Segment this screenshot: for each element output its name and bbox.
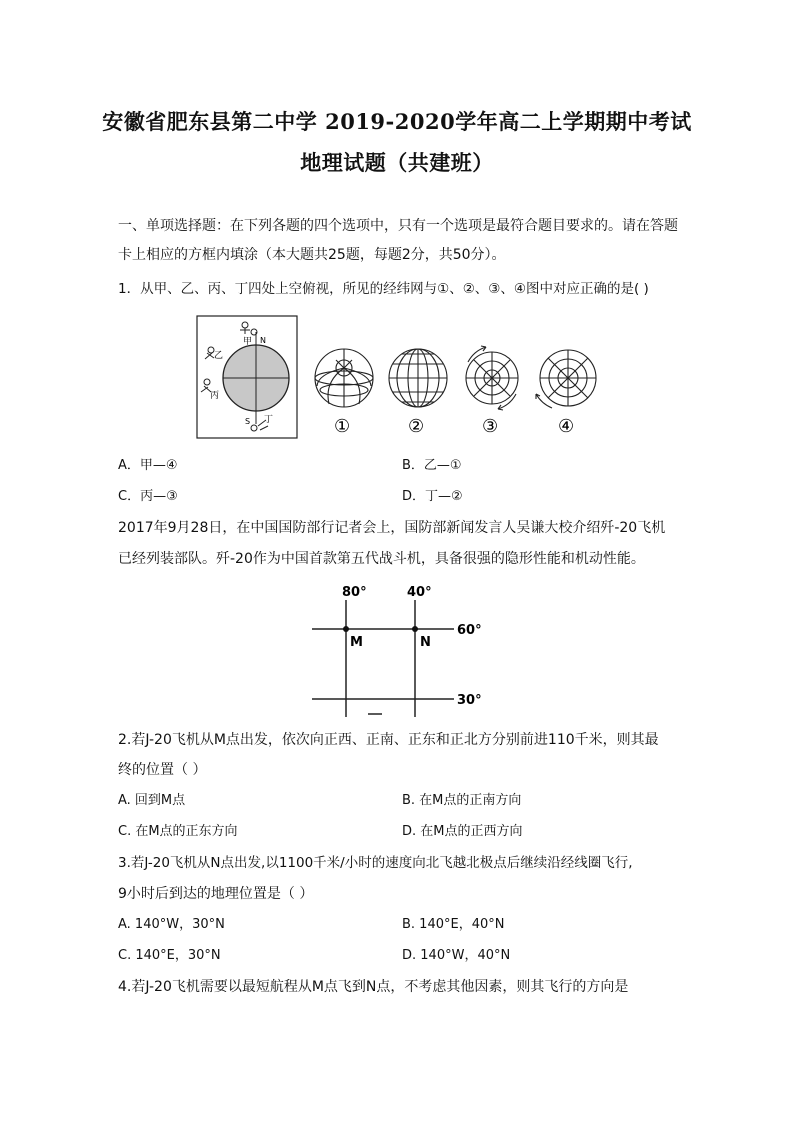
- q1-option-a: A．甲—④: [118, 458, 178, 473]
- globe-4: [536, 350, 596, 408]
- passage-line1: 2017年9月28日，在中国国防部行记者会上，国防部新闻发言人吴谦大校介绍歼-20飞机: [118, 520, 666, 536]
- point-n: [412, 626, 418, 632]
- globe-label-1: ①: [334, 416, 351, 437]
- section-instruction-line2: 卡上相应的方框内填涂（本大题共25题，每题2分，共50分）。: [118, 247, 506, 263]
- q3-option-a: A. 140°W，30°N: [118, 917, 225, 932]
- q3-stem-line2: 9小时后到达的地理位置是（ ）: [118, 886, 314, 902]
- lat-label-60: 60°: [457, 623, 482, 638]
- q2-option-a: A. 回到M点: [118, 793, 186, 808]
- latlon-grid-figure: [308, 580, 498, 720]
- label-n: N: [420, 635, 431, 650]
- q1-stem: 1．从甲、乙、丙、丁四处上空俯视，所见的经纬网与①、②、③、④图中对应正确的是( ): [118, 281, 649, 297]
- q2-option-c: C. 在M点的正东方向: [118, 824, 238, 839]
- observer-yi: [205, 347, 214, 359]
- lon-label-40: 40°: [407, 585, 432, 600]
- q1-option-b: B．乙—①: [402, 458, 462, 473]
- lat-label-30: 30°: [457, 693, 482, 708]
- exam-subtitle: 地理试题（共建班）: [300, 150, 494, 175]
- section-instruction-line1: 一、单项选择题：在下列各题的四个选项中，只有一个选项是最符合题目要求的。请在答题: [118, 218, 678, 234]
- label-m: M: [350, 635, 363, 650]
- passage-line2: 已经列装部队。歼-20作为中国首款第五代战斗机，具备很强的隐形性能和机动性能。: [118, 551, 645, 567]
- label-ding: 丁: [264, 415, 274, 425]
- q2-stem-line1: 2.若J-20飞机从M点出发，依次向正西、正南、正东和正北方分别前进110千米，则其最: [118, 732, 659, 748]
- label-bing: 丙: [210, 391, 220, 401]
- q2-option-d: D. 在M点的正西方向: [402, 824, 523, 839]
- label-s: S: [245, 417, 251, 426]
- exam-title: 安徽省肥东县第二中学 2019-2020学年高二上学期期中考试: [102, 109, 692, 134]
- label-jia: 甲: [243, 337, 253, 347]
- globe-3: [466, 346, 518, 410]
- q4-stem-line1: 4.若J-20飞机需要以最短航程从M点飞到N点，不考虑其他因素，则其飞行的方向是: [118, 979, 629, 995]
- q3-option-c: C. 140°E，30°N: [118, 948, 221, 963]
- q1-option-c: C．丙—③: [118, 489, 178, 504]
- q3-option-d: D. 140°W，40°N: [402, 948, 511, 963]
- observer-jia: [240, 322, 257, 335]
- label-yi: 乙: [214, 351, 224, 361]
- globe-1: [315, 349, 373, 407]
- q1-option-d: D．丁—②: [402, 489, 463, 504]
- q1-figure: [196, 312, 610, 442]
- q3-option-b: B. 140°E，40°N: [402, 917, 505, 932]
- globe-label-3: ③: [482, 416, 499, 437]
- globe-label-4: ④: [558, 416, 575, 437]
- lon-label-80: 80°: [342, 585, 367, 600]
- q3-stem-line1: 3.若J-20飞机从N点出发,以1100千米/小时的速度向北飞越北极点后继续沿经线圈飞行,: [118, 855, 633, 871]
- globe-label-2: ②: [408, 416, 425, 437]
- q2-stem-line2: 终的位置（ ）: [118, 762, 207, 778]
- q2-option-b: B. 在M点的正南方向: [402, 793, 522, 808]
- point-m: [343, 626, 349, 632]
- label-n: N: [260, 336, 266, 345]
- globe-2: [389, 349, 447, 407]
